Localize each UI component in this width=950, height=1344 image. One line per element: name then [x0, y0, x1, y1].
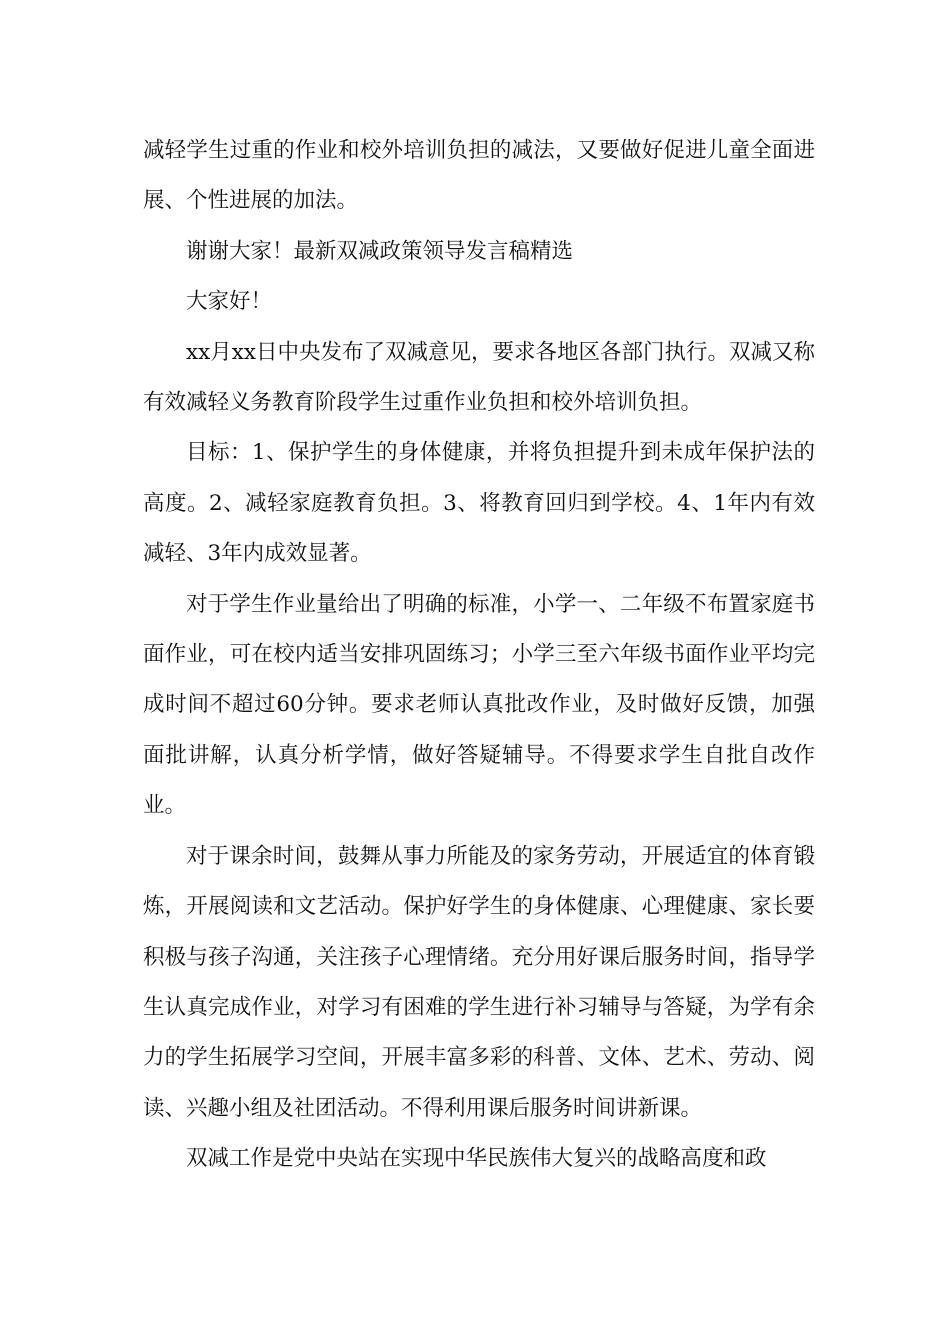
paragraph-homework-standards: 对于学生作业量给出了明确的标准，小学一、二年级不布置家庭书面作业，可在校内适当安排巩固练习；小学三至六年级书面作业平均完成时间不超过60分钟。要求老师认真批改作业，及时做好反馈，加强面批讲解，认真分析学情，做好答疑辅导。不得要求学生自批自改作业。	[143, 591, 815, 819]
paragraph-after-school-time: 对于课余时间，鼓舞从事力所能及的家务劳动，开展适宜的体育锻炼，开展阅读和文艺活动。保护好学生的身体健康、心理健康、家长要积极与孩子沟通，关注孩子心理情绪。充分用好课后服务时间，指导学生认真完成作业，对学习有困难的学生进行补习辅导与答疑，为学有余力的学生拓展学习空间，开展丰富多彩的科普、文体、艺术、劳动、阅读、兴趣小组及社团活动。不得利用课后服务时间讲新课。	[143, 843, 815, 1121]
paragraph-goals: 目标：1、保护学生的身体健康，并将负担提升到未成年保护法的高度。2、减轻家庭教育负担。3、将教育回归到学校。4、1年内有效减轻、3年内成效显著。	[143, 440, 815, 567]
paragraph-continuation: 减轻学生过重的作业和校外培训负担的减法，又要做好促进儿童全面进展、个性进展的加法。	[143, 138, 815, 214]
document-body	[143, 126, 815, 1185]
paragraph-announcement: xx月xx日中央发布了双减意见，要求各地区各部门执行。双减又称有效减轻义务教育阶段学生过重作业负担和校外培训负担。	[143, 339, 816, 416]
paragraph-thanks-and-title: 谢谢大家！最新双减政策领导发言稿精选	[186, 238, 574, 264]
paragraph-closing-start: 双减工作是党中央站在实现中华民族伟大复兴的战略高度和政	[186, 1146, 767, 1172]
paragraph-greeting: 大家好！	[186, 289, 273, 315]
